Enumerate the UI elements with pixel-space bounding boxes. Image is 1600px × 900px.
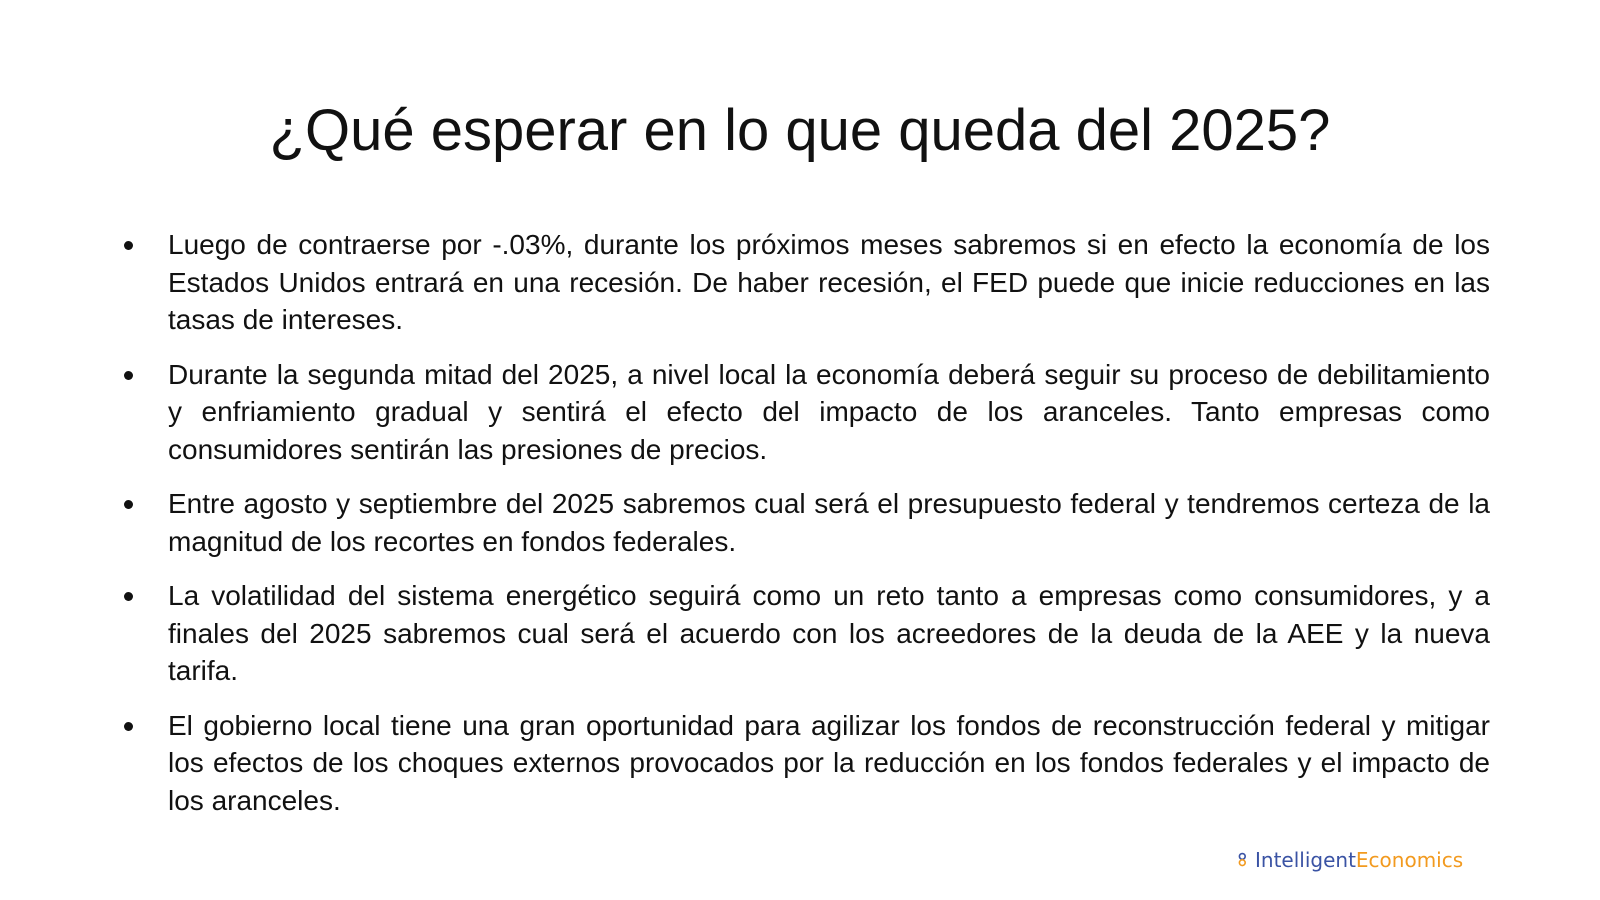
bullet-item bbox=[118, 485, 1490, 560]
bullet-list bbox=[118, 226, 1490, 836]
bullet-dot-icon bbox=[124, 241, 133, 250]
bullet-text: Durante la segunda mitad del 2025, a nivel local la economía deberá seguir su proceso de debilitamiento y enfriamiento gradual y sentirá el efecto del impacto de los aranceles. Tanto empresas como consumidores sentirán las presiones de precios. bbox=[168, 358, 1490, 465]
bullet-dot-icon bbox=[124, 722, 133, 731]
logo-text-intelligent: Intelligent bbox=[1255, 848, 1356, 872]
bullet-item bbox=[118, 577, 1490, 690]
logo-text-economics: Economics bbox=[1355, 848, 1464, 872]
bullet-dot-icon bbox=[124, 371, 133, 380]
bullet-text: El gobierno local tiene una gran oportunidad para agilizar los fondos de reconstrucción federal y mitigar los efectos de los choques externos provocados por la reducción en los fondos federales y el impacto de los aranceles. bbox=[168, 709, 1490, 816]
bullet-item bbox=[118, 707, 1490, 820]
bullet-item bbox=[118, 226, 1490, 339]
bullet-text: Entre agosto y septiembre del 2025 sabremos cual será el presupuesto federal y tendremos certeza de la magnitud de los recortes en fondos federales. bbox=[168, 488, 1490, 557]
bullet-text: La volatilidad del sistema energético seguirá como un reto tanto a empresas como consumidores, y a finales del 2025 sabremos cual será el acuerdo con los acreedores de la deuda de la AEE y la nueva tarifa. bbox=[168, 580, 1490, 686]
intelligent-economics-logo bbox=[1236, 848, 1463, 872]
slide-title: ¿Qué esperar en lo que queda del 2025? bbox=[269, 98, 1331, 163]
bullet-item bbox=[118, 356, 1490, 469]
infinity-logo-icon bbox=[1236, 851, 1254, 869]
bullet-dot-icon bbox=[124, 592, 133, 601]
bullet-dot-icon bbox=[124, 500, 133, 509]
bullet-text: Luego de contraerse por -.03%, durante los próximos meses sabremos si en efecto la economía de los Estados Unidos entrará en una recesión. De haber recesión, el FED puede que inicie reducciones en las tasas de intereses. bbox=[168, 229, 1490, 335]
